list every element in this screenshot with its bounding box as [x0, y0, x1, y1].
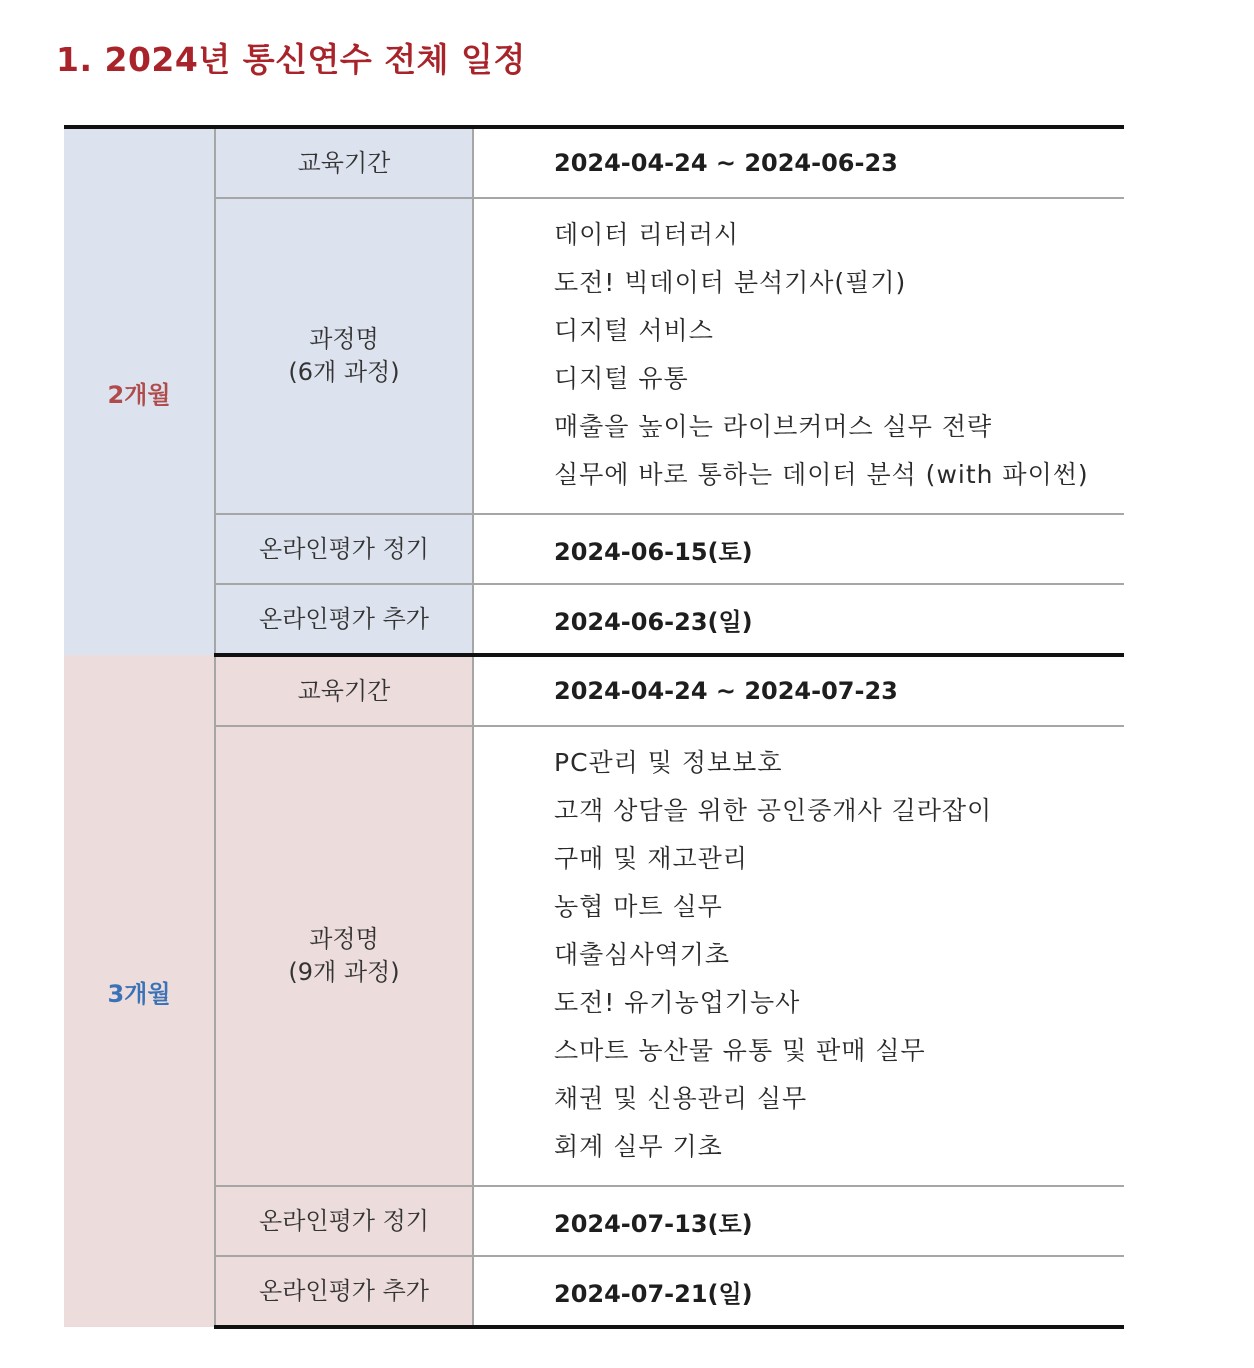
table-row-3month-eval-regular — [64, 1186, 1124, 1256]
page-title: 1. 2024년 통신연수 전체 일정 — [56, 40, 526, 79]
course-list-cell — [473, 198, 1124, 514]
course-list-3month — [554, 727, 1124, 1185]
table-row-3month-eval-extra — [64, 1256, 1124, 1327]
course-item: 도전! 유기농업기능사 — [554, 988, 801, 1017]
table-row-3month-period — [64, 655, 1124, 726]
courses-label — [215, 726, 473, 1186]
course-item: 실무에 바로 통하는 데이터 분석 (with 파이썬) — [554, 460, 1089, 489]
table-row-2month-courses — [64, 198, 1124, 514]
table-row-3month-courses — [64, 726, 1124, 1186]
schedule-table — [64, 125, 1124, 1329]
table-row-2month-eval-extra — [64, 584, 1124, 655]
courses-label — [215, 198, 473, 514]
course-item: 디지털 유통 — [554, 364, 689, 393]
period-label: 교육기간 — [215, 127, 473, 198]
table-row-2month-period — [64, 127, 1124, 198]
eval-extra-date: 2024-06-23(일) — [473, 584, 1124, 655]
course-item: 농협 마트 실무 — [554, 892, 723, 921]
eval-regular-date: 2024-07-13(토) — [473, 1186, 1124, 1256]
group-label-3month: 3개월 — [64, 655, 215, 1327]
course-item: 도전! 빅데이터 분석기사(필기) — [554, 268, 907, 297]
period-value: 2024-04-24 ~ 2024-06-23 — [473, 127, 1124, 198]
courses-count: (6개 과정) — [288, 358, 400, 386]
courses-count: (9개 과정) — [288, 958, 400, 986]
course-list-2month — [554, 199, 1124, 513]
group-label-2month: 2개월 — [64, 127, 215, 655]
course-item: 디지털 서비스 — [554, 316, 714, 345]
courses-label-title: 과정명 — [309, 925, 379, 953]
course-item: 구매 및 재고관리 — [554, 844, 748, 873]
course-item: PC관리 및 정보보호 — [554, 748, 783, 777]
eval-regular-date: 2024-06-15(토) — [473, 514, 1124, 584]
course-item: 고객 상담을 위한 공인중개사 길라잡이 — [554, 796, 993, 825]
course-item: 데이터 리터러시 — [554, 220, 739, 249]
table-row-2month-eval-regular — [64, 514, 1124, 584]
courses-label-title: 과정명 — [309, 325, 379, 353]
course-item: 대출심사역기초 — [554, 940, 731, 969]
course-item: 스마트 농산물 유통 및 판매 실무 — [554, 1036, 926, 1065]
course-list-cell — [473, 726, 1124, 1186]
eval-regular-label: 온라인평가 정기 — [215, 514, 473, 584]
period-label: 교육기간 — [215, 655, 473, 726]
eval-regular-label: 온라인평가 정기 — [215, 1186, 473, 1256]
course-item: 회계 실무 기초 — [554, 1132, 723, 1161]
course-item: 매출을 높이는 라이브커머스 실무 전략 — [554, 412, 993, 441]
period-value: 2024-04-24 ~ 2024-07-23 — [473, 655, 1124, 726]
course-item: 채권 및 신용관리 실무 — [554, 1084, 808, 1113]
eval-extra-label: 온라인평가 추가 — [215, 1256, 473, 1327]
eval-extra-date: 2024-07-21(일) — [473, 1256, 1124, 1327]
eval-extra-label: 온라인평가 추가 — [215, 584, 473, 655]
